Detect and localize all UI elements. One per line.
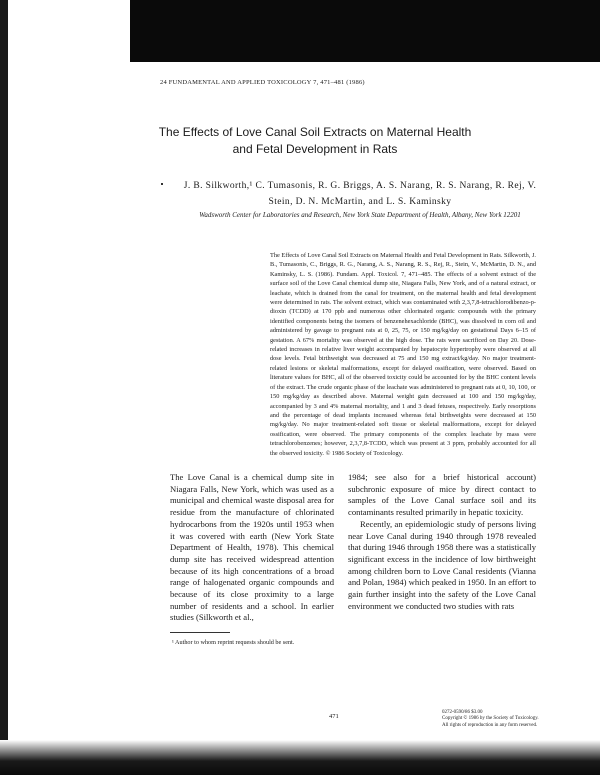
footnote-divider <box>170 632 230 633</box>
abstract-copyright: © 1986 Society of Toxicology. <box>325 449 404 457</box>
ink-speck <box>161 183 163 185</box>
copyright-notice <box>442 710 562 729</box>
footnote: ¹ Author to whom reprint requests should be sent. <box>172 639 295 646</box>
body-column-right <box>348 472 536 612</box>
author-list: J. B. Silkworth,¹ C. Tumasonis, R. G. Briggs, A. S. Narang, R. S. Narang, R. Rej, V. Stein, D. N. McMartin, and L. S. Kaminsky <box>183 181 537 207</box>
body-paragraph: 1984; see also for a brief historical account) subchronic exposure of mice by direct contact to samples of the Love Canal surface soil and its contaminants resulted primarily in hepatic toxicity. <box>348 472 536 518</box>
scan-shadow-left <box>0 0 8 775</box>
body-column-left <box>170 472 334 624</box>
paper-title: The Effects of Love Canal Soil Extracts on Maternal Health and Fetal Development in Rats <box>158 125 472 156</box>
copyright-line: All rights of reproduction in any form reserved. <box>442 722 538 728</box>
scan-black-margin-top <box>130 0 600 62</box>
scan-shadow-bottom <box>0 740 600 775</box>
journal-header: 24 FUNDAMENTAL AND APPLIED TOXICOLOGY 7, 471–481 (1986) <box>160 79 365 86</box>
page-number: 471 <box>329 713 339 720</box>
abstract-text: The Effects of Love Canal Soil Extracts on Maternal Health and Fetal Development in Rats. Silkworth, J. B., Tumasonis, C., Briggs, R. G., Narang, A. S., Narang, R. S., Rej, R., Stein, V., McMartin, D. N., and Kaminsky, L. S. (1986). Fundam. Appl. Toxicol. 7, 471–485. The effects of a solvent extract of the surface soil of the Love Canal chemical dump site, Niagara Falls, New York, and of a natural extract, or leachate, which is drained from the canal for treatment, on the maternal health and fetal development were determined in rats. The solvent extract, which was contaminated with 2,3,7,8-tetrachlorodibenzo-p-dioxin (TCDD) at 170 ppb and numerous other chlorinated organic compounds with the primary identified components being the isomers of benzenehexachloride (BHC), was dissolved in corn oil and administered by gavage to pregnant rats at 0, 25, 75, or 150 mg/kg/day on gestational Days 6–15 of gestation. A 67% mortality was observed at the high dose. The rats were sacrificed on Day 20. Dose-related increases in relative liver weight accompanied by hepatocyte hypertrophy were observed at all dose levels. Fetal birthweight was decreased at 75 and 150 mg extract/kg/day. No major treatment-related lesions or skeletal malformations, except for delayed ossification, were observed. Based on literature values for BHC, all of the observed toxicity could be accounted for by the BHC content levels of the extract. The crude organic phase of the leachate was administered to pregnant rats at 0, 10, 100, or 150 mg/kg/day as described above. Maternal weight gain decreased at 100 and 150 mg/kg/day, accompanied by 3 and 4% maternal mortality, and 1 and 3 dead fetuses, respectively. Early resorptions and the percentage of dead implants increased whereas fetal birthweights were decreased at 150 mg/kg/day. No major treatment-related soft tissue or skeletal malformations, except for delayed ossification, were observed. The primary components of the complex leachate by mass were tetrachlorobenzenes; however, 2,3,7,8-TCDD, which was present at 3 ppm, probably accounted for all the observed toxicity. <box>270 252 536 457</box>
body-paragraph: Recently, an epidemiologic study of persons living near Love Canal during 1940 through 1978 revealed that during 1946 through 1958 there was a statistically significant excess in the incidence of low birthweight among children born to Love Canal residents (Vianna and Polan, 1984) which peaked in 1950. In an effort to gain further insight into the safety of the Love Canal environment we conducted two studies with rats <box>348 518 536 611</box>
copyright-line: Copyright © 1986 by the Society of Toxicology. <box>442 716 539 722</box>
copyright-line: 0272-0590/86 $3.00 <box>442 710 483 715</box>
body-paragraph: The Love Canal is a chemical dump site in Niagara Falls, New York, which was used as a municipal and chemical waste disposal area for residue from the manufacture of chlorinated hydrocarbons from the 1920s until 1953 when it was covered with earth (New York State Department of Health, 1978). This chemical dump site has received widespread attention because of its high concentrations of a broad range of halogenated organic compounds and because of its close proximity to a large number of residents and a school. In earlier studies (Silkworth et al., <box>170 472 334 623</box>
author-affiliation: Wadsworth Center for Laboratories and Research, New York State Department of Health, Albany, New York 12201 <box>199 211 521 219</box>
abstract <box>270 251 536 458</box>
